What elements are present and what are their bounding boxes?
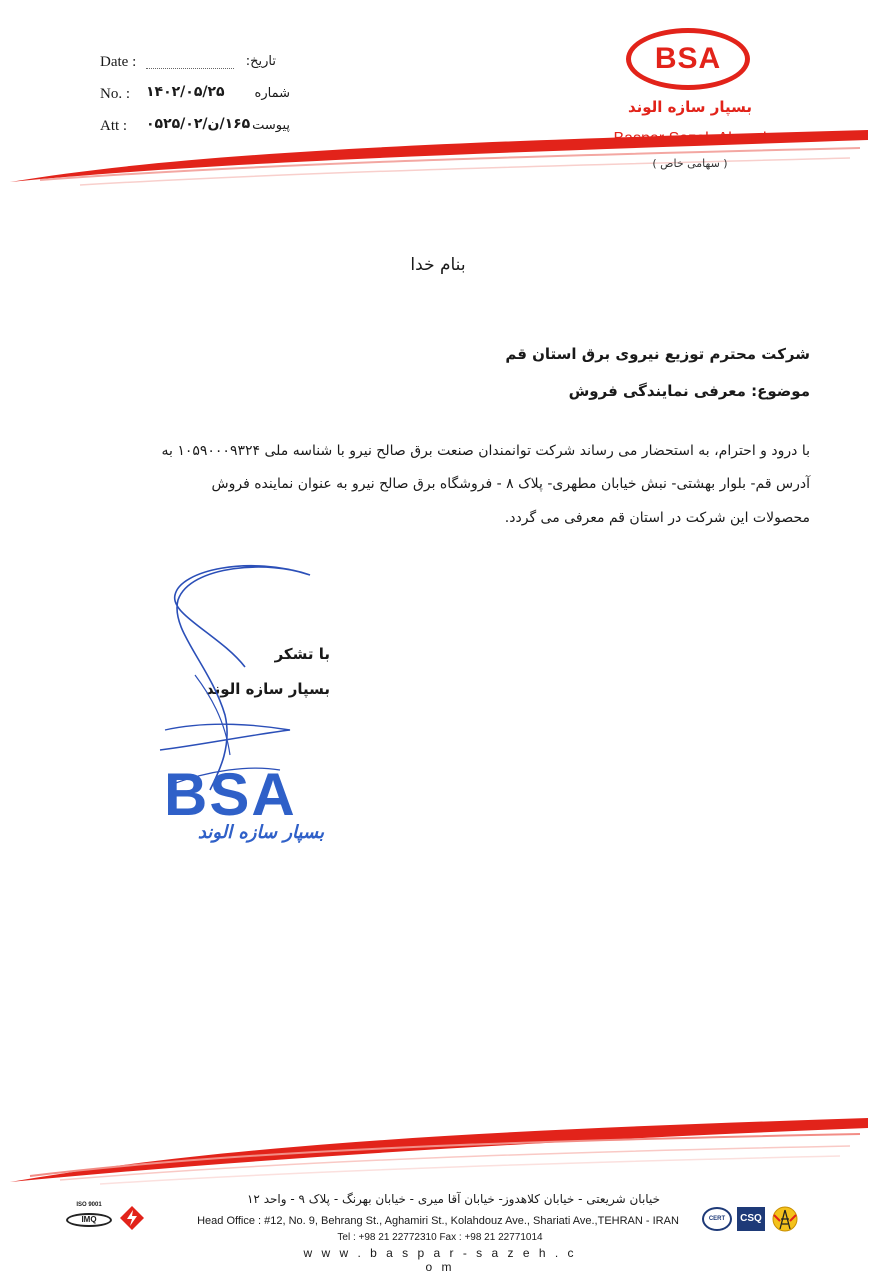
date-label-fa: تاریخ: bbox=[245, 54, 276, 69]
attachment-label-en: Att : bbox=[100, 118, 128, 134]
power-tower-icon bbox=[770, 1205, 800, 1233]
certification-badge: CERT bbox=[702, 1207, 732, 1231]
footer-address-fa: خیابان شریعتی - خیابان کلاهدوز- خیابان آقا میری - خیابان بهرنگ - پلاک ۹ - واحد ۱۲ bbox=[246, 1192, 660, 1206]
signature bbox=[150, 555, 320, 795]
csq-badge: CSQ bbox=[737, 1207, 765, 1231]
stamp-logo: BSA bbox=[164, 761, 297, 828]
imq-badge: IMQ bbox=[66, 1213, 112, 1227]
basmala: بنام خدا bbox=[410, 255, 466, 275]
stamp-name: بسپار سازه الوند bbox=[197, 822, 324, 843]
company-logo bbox=[626, 28, 750, 90]
subject: موضوع: معرفی نمایندگی فروش bbox=[568, 382, 810, 400]
date-dotted-line bbox=[146, 54, 234, 69]
lightning-logo-icon bbox=[118, 1204, 146, 1232]
logo-text: BSA bbox=[654, 42, 722, 75]
number-label-en: No. : bbox=[100, 86, 130, 102]
date-row bbox=[100, 54, 290, 76]
company-type: ( سهامی خاص ) bbox=[652, 157, 728, 170]
attachment-label-fa: پیوست bbox=[252, 118, 290, 133]
company-name-en: Baspar Sazeh Alvand bbox=[613, 130, 767, 147]
company-name-fa: بسپار سازه الوند bbox=[627, 98, 753, 116]
body-line-2: آدرس قم- بلوار بهشتی- نبش خیابان مطهری- پلاک ۸ - فروشگاه برق صالح نیرو به عنوان نماینده فروش bbox=[211, 476, 810, 492]
company-stamp bbox=[150, 760, 330, 860]
footer-address-en: Head Office : #12, No. 9, Behrang St., Aghamiri St., Kolahdouz Ave., Shariati Ave.,TEHRAN - IRAN bbox=[197, 1215, 679, 1227]
iso-label: ISO 9001 bbox=[76, 1202, 102, 1208]
body-line-3: محصولات این شرکت در استان قم معرفی می گردد. bbox=[504, 510, 810, 526]
recipient: شرکت محترم توزیع نیروی برق استان قم bbox=[505, 345, 810, 363]
attachment-value: ۱۶۵/ن/۰۵۲۵/۰۲ bbox=[146, 116, 251, 132]
number-value: ۱۴۰۲/۰۵/۲۵ bbox=[146, 84, 225, 100]
number-label-fa: شماره bbox=[254, 86, 290, 101]
footer-website: w w w . b a s p a r - s a z e h . c o m bbox=[303, 1246, 577, 1274]
footer-phone: Tel : +98 21 22772310 Fax : +98 21 22771014 bbox=[337, 1232, 543, 1243]
attachment-row bbox=[100, 118, 290, 140]
number-row bbox=[100, 86, 290, 108]
body-line-1: با درود و احترام، به استحضار می رساند شرکت توانمندان صنعت برق صالح نیرو با شناسه ملی ۱۰۵۹۰۰۰۹۳۲۴ به bbox=[161, 443, 810, 459]
closing: با تشکر bbox=[274, 645, 330, 663]
date-label-en: Date : bbox=[100, 54, 137, 70]
closing-company: بسپار سازه الوند bbox=[205, 680, 330, 698]
footer-swoosh bbox=[0, 1110, 876, 1190]
